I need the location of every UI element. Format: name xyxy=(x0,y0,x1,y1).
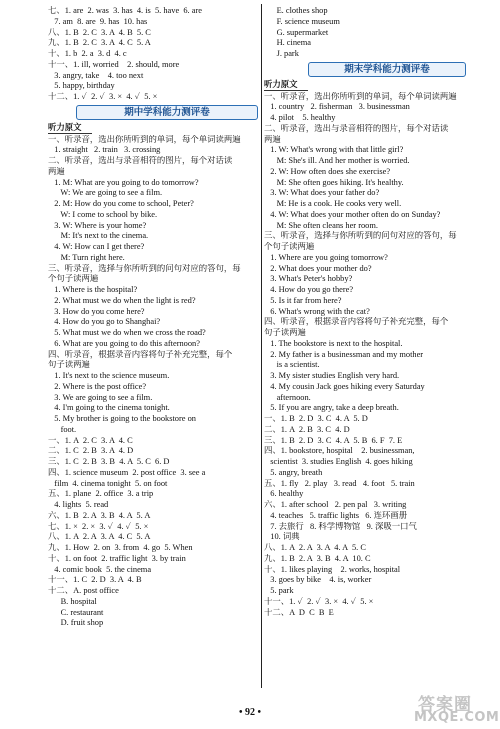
answer-line: M: He is a cook. He cooks very well. xyxy=(264,199,402,208)
answer-line: 2. Where is the post office? xyxy=(48,381,147,391)
answer-line: 二、听录音，选出与录音相符的图片，每个对话读 xyxy=(264,123,449,133)
answer-line: 两遍 xyxy=(48,166,65,176)
answer-line: 十二、A. post office xyxy=(48,586,119,595)
answer-line: 7. am 8. are 9. has 10. has xyxy=(48,16,148,26)
answer-line: 3. W: Where is your home? xyxy=(48,220,147,230)
answer-line: 五、1. fly 2. play 3. read 4. foot 5. train xyxy=(264,478,415,488)
answer-line: 二、听录音，选出与录音相符的图片，每个对话读 xyxy=(48,156,233,165)
answer-line: 个句子读两遍 xyxy=(264,242,315,251)
answer-line: 1. M: What are you going to do tomorrow? xyxy=(48,177,199,187)
answer-line: 2. What must we do when the light is red? xyxy=(48,295,196,305)
answer-line: 4. W: What does your mother often do on Sunday? xyxy=(264,209,441,219)
answer-line: 九、1. B 2. A 3. B 4. A 10. C xyxy=(264,553,371,563)
answer-line: 一、1. B 2. D 3. C 4. A 5. D xyxy=(264,414,368,423)
column-divider xyxy=(261,4,262,688)
watermark-url: MXQE.COM xyxy=(414,710,500,725)
answer-line: 十一、1. C 2. D 3. A 4. B xyxy=(48,575,142,585)
answer-line: H. cinema xyxy=(264,38,311,48)
answer-line: B. hospital xyxy=(48,596,97,606)
answer-line: 3. angry, take 4. too next xyxy=(48,70,144,80)
answer-line: 五、1. plane 2. office 3. a trip xyxy=(48,489,154,499)
answer-line: 3. goes by bike 4. is, worker xyxy=(264,575,372,585)
answer-line: 3. W: What does your father do? xyxy=(264,188,380,198)
answer-line: 2. My father is a businessman and my mother xyxy=(264,349,424,359)
answer-line: 2. What does your mother do? xyxy=(264,263,372,273)
answer-line: 八、1. A 2. A 3. A 4. A 5. C xyxy=(264,543,366,552)
answer-line: 6. What's wrong with the cat? xyxy=(264,306,370,316)
answer-line: 4. lights 5. read xyxy=(48,500,109,509)
answer-line: 1. W: What's wrong with that little girl? xyxy=(264,145,404,155)
watermark-logo xyxy=(412,690,500,726)
answer-line: 10. 词典 xyxy=(264,532,300,542)
answer-line: film 4. cinema tonight 5. on foot xyxy=(48,478,168,488)
answer-line: C. restaurant xyxy=(48,607,104,617)
answer-line: 十一、1. ✓ 2. ✓ 3. × 4. ✓ 5. × xyxy=(264,596,374,606)
answer-line: 5. What must we do when we cross the road? xyxy=(48,328,206,337)
answer-line: 九、1. B 2. C 3. A 4. C 5. A xyxy=(48,38,151,48)
answer-line: 一、听录音，选出你所听到的单词，每个单词读两遍 xyxy=(48,134,241,144)
answer-line: M: She often cleans her room. xyxy=(264,220,378,230)
answer-line: 1. straight 2. train 3. crossing xyxy=(48,145,161,155)
answer-line: 六、1. after school 2. pen pal 3. writing xyxy=(264,500,407,509)
answer-line: D. fruit shop xyxy=(48,618,104,628)
answer-line: M: Turn right here. xyxy=(48,252,125,262)
left-column xyxy=(48,6,258,629)
answer-line: 2. W: How often does she exercise? xyxy=(264,166,391,176)
answer-line: 1. Where are you going tomorrow? xyxy=(264,252,388,262)
answer-line: M: She's ill. And her mother is worried. xyxy=(264,156,410,165)
answer-line: 4. How do you go to Shanghai? xyxy=(48,317,161,327)
answer-line: M: It's next to the cinema. xyxy=(48,231,149,241)
answer-line: 5. If you are angry, take a deep breath. xyxy=(264,403,399,413)
answer-line: 个句子读两遍 xyxy=(48,274,99,284)
answer-line: 6. What are you going to do this afternoon? xyxy=(48,338,200,348)
answer-line: 1. It's next to the science museum. xyxy=(48,371,170,380)
answer-line: 1. Where is the hospital? xyxy=(48,285,138,294)
answer-line: 4. pilot 5. healthy xyxy=(264,113,336,122)
answer-line: 4. I'm going to the cinema tonight. xyxy=(48,403,170,413)
answer-line: 十二、A D C B E xyxy=(264,607,334,617)
answer-line: 十二、1. ✓ 2. ✓ 3. × 4. ✓ 5. × xyxy=(48,92,158,101)
answer-line: 3. What's Peter's hobby? xyxy=(264,274,353,284)
answer-line: is a scientist. xyxy=(264,360,320,370)
answer-line: W: We are going to see a film. xyxy=(48,188,163,198)
answer-line: W: I come to school by bike. xyxy=(48,209,158,219)
right-column xyxy=(264,6,470,618)
section-heading: 听力原文 xyxy=(48,122,92,134)
answer-line: M: She often goes hiking. It's healthy. xyxy=(264,177,404,187)
answer-line: 句子读两遍 xyxy=(48,360,90,370)
answer-line: 6. healthy xyxy=(264,489,304,499)
answer-line: 一、听录音，选出你所听到的单词，每个单词读两遍 xyxy=(264,91,457,101)
answer-line: 4. My cousin Jack goes hiking every Saturday xyxy=(264,381,425,391)
section-banner: 期中学科能力测评卷 xyxy=(76,105,258,120)
answer-line: 四、1. science museum 2. post office 3. see a xyxy=(48,467,206,477)
answer-line: 4. teaches 5. traffic lights 6. 连环画册 xyxy=(264,510,408,520)
answer-line: scientist 3. studies English 4. goes hiking xyxy=(264,457,413,466)
answer-line: 5. My brother is going to the bookstore on xyxy=(48,414,196,423)
answer-line: J. park xyxy=(264,49,299,58)
answer-line: 七、1. × 2. × 3. ✓ 4. ✓ 5. × xyxy=(48,521,149,531)
answer-line: 十、1. likes playing 2. works, hospital xyxy=(264,564,401,574)
answer-line: 5. happy, birthday xyxy=(48,81,115,91)
answer-line: 二、1. A 2. B 3. C 4. D xyxy=(264,424,350,434)
answer-line: 1. country 2. fisherman 3. businessman xyxy=(264,102,410,112)
answer-line: 7. 去旅行 8. 科学博物馆 9. 深吸一口气 xyxy=(264,521,417,531)
answer-line: F. science museum xyxy=(264,16,340,26)
answer-line: 1. The bookstore is next to the hospital. xyxy=(264,338,403,348)
answer-line: 八、1. A 2. A 3. A 4. C 5. A xyxy=(48,532,151,542)
section-banner: 期末学科能力测评卷 xyxy=(308,62,466,77)
answer-line: 3. My sister studies English very hard. xyxy=(264,371,400,380)
answer-line: 九、1. How 2. on 3. from 4. go 5. When xyxy=(48,543,193,552)
answer-line: 三、1. C 2. B 3. B 4. A 5. C 6. D xyxy=(48,457,170,466)
answer-line: G. supermarket xyxy=(264,27,329,37)
answer-line: 八、1. B 2. C 3. A 4. B 5. C xyxy=(48,27,151,37)
answer-line: 5. park xyxy=(264,586,294,595)
answer-line: E. clothes shop xyxy=(264,6,328,15)
answer-line: 三、听录音，选择与你所听到的问句对应的答句，每 xyxy=(264,231,457,241)
answer-line: 3. How do you come here? xyxy=(48,306,145,316)
answer-line: 十一、1. ill, worried 2. should, more xyxy=(48,59,180,69)
section-heading: 听力原文 xyxy=(264,79,308,91)
answer-line: 5. angry, breath xyxy=(264,467,323,477)
answer-line: 三、1. B 2. D 3. C 4. A 5. B 6. F 7. E xyxy=(264,435,403,445)
answer-line: 十、1. on foot 2. traffic light 3. by train xyxy=(48,553,186,563)
answer-line: 4. comic book 5. the cinema xyxy=(48,564,152,574)
answer-line: 六、1. B 2. A 3. B 4. A 5. A xyxy=(48,510,151,520)
answer-line: 十、1. b 2. a 3. d 4. c xyxy=(48,49,127,58)
page-number: • 92 • xyxy=(238,707,261,718)
answer-line: afternoon. xyxy=(264,392,311,402)
answer-line: 二、1. C 2. B 3. A 4. D xyxy=(48,446,134,456)
answer-line: 5. Is it far from here? xyxy=(264,295,342,305)
answer-line: 三、听录音，选择与你所听到的问句对应的答句，每 xyxy=(48,263,241,273)
answer-line: 4. How do you go there? xyxy=(264,285,354,294)
answer-line: 四、听录音，根据录音内容将句子补充完整，每个 xyxy=(48,349,233,359)
answer-line: 3. We are going to see a film. xyxy=(48,392,153,402)
answer-line: 4. W: How can I get there? xyxy=(48,242,145,251)
answer-line: foot. xyxy=(48,424,77,434)
answer-line: 两遍 xyxy=(264,134,281,144)
answer-line: 七、1. are 2. was 3. has 4. is 5. have 6. are xyxy=(48,6,202,15)
answer-line: 四、1. bookstore, hospital 2. businessman, xyxy=(264,446,415,456)
watermark-text: 答案圈 xyxy=(418,695,472,715)
answer-line: 一、1. A 2. C 3. A 4. C xyxy=(48,435,133,445)
answer-line: 2. M: How do you come to school, Peter? xyxy=(48,199,194,208)
answer-line: 四、听录音，根据录音内容将句子补充完整，每个 xyxy=(264,317,449,327)
answer-line: 句子读两遍 xyxy=(264,328,306,337)
